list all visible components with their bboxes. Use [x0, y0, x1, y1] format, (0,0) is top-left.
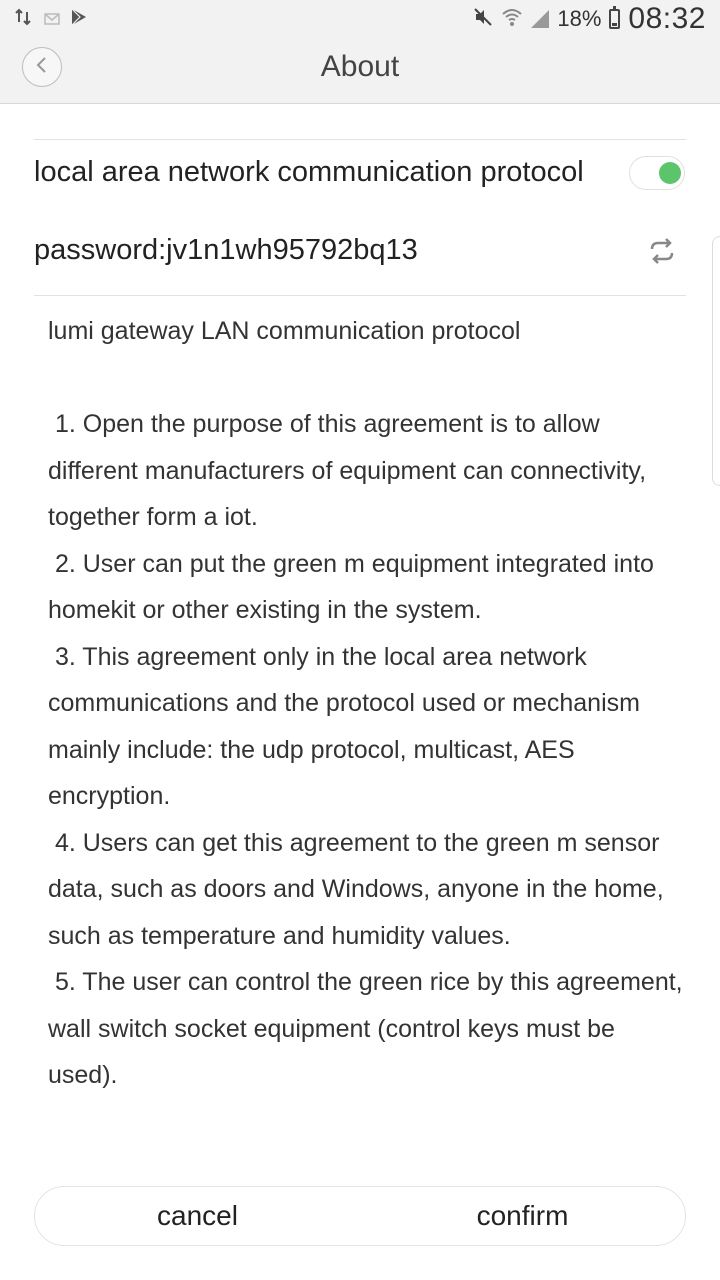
- section-divider: [34, 295, 686, 296]
- status-bar-right: [473, 2, 706, 36]
- action-bar: [34, 1186, 686, 1246]
- lan-protocol-toggle[interactable]: [629, 156, 685, 190]
- toggle-knob: [659, 162, 681, 184]
- app-header: [0, 38, 720, 104]
- usb-transfer-icon: [14, 8, 34, 31]
- mute-icon: [473, 7, 493, 32]
- battery-percent: 18%: [557, 6, 602, 31]
- clock: 08:32: [628, 2, 706, 35]
- lan-protocol-label: local area network communication protocol: [34, 156, 584, 188]
- top-divider: [34, 139, 686, 140]
- cancel-button[interactable]: cancel: [35, 1187, 360, 1245]
- password-label: password:jv1n1wh95792bq13: [34, 234, 418, 266]
- confirm-button[interactable]: confirm: [360, 1187, 685, 1245]
- status-bar-left: [14, 8, 88, 31]
- signal-icon: [531, 10, 549, 28]
- scroll-indicator: [712, 236, 720, 486]
- play-store-icon: [70, 8, 88, 31]
- agreement-text: lumi gateway LAN communication protocol 1. Open the purpose of this agreement is to allow different manufacturers of equipment can connectivity, together form a iot. 2. User can put the green m equipment integrated into homekit or other existing in the system. 3. This agreement only in the local area network communications and the protocol used or mechanism mainly include: the udp protocol, multicast, AES encryption. 4. Users can get this agreement to the green m sensor data, such as doors and Windows, anyone in the home, such as temperature and humidity values. 5. The user can control the green rice by this agreement, wall switch socket equipment (control keys must be used).: [48, 317, 683, 1089]
- refresh-icon[interactable]: [647, 237, 677, 265]
- status-bar: [0, 0, 720, 38]
- mail-icon: [44, 9, 60, 30]
- battery-icon: [609, 9, 620, 29]
- wifi-icon: [501, 7, 523, 32]
- page-title: About: [320, 50, 400, 83]
